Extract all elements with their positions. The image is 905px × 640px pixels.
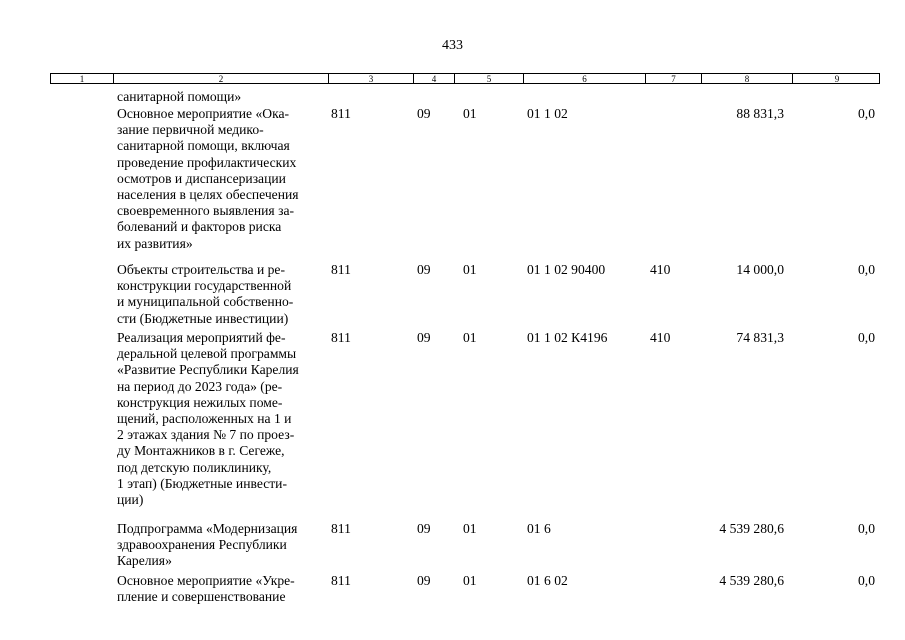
table-header [50,73,880,84]
row-name-line: болеваний и факторов риска [117,219,282,235]
header-col-7: 7 [645,74,701,83]
amount-2: 0,0 [858,262,875,277]
row-name-line: ду Монтажников в г. Сегеже, [117,443,285,459]
row-name-line: проведение профилактических [117,154,297,170]
row-name-line: своевременного выявления за- [117,203,295,219]
row-name-line: Основное мероприятие «Укре- [117,573,295,588]
row-name-line: 1 этап) (Бюджетные инвести- [117,475,287,491]
code-expense-type: 410 [650,262,671,277]
row-name-line: Карелия» [117,553,172,569]
row-name-line: Основное мероприятие «Ока- [117,106,290,121]
row-name [117,573,327,605]
page-number: 433 [442,38,463,53]
code-glav: 811 [331,573,351,588]
row-name-line: конструкция нежилых поме- [117,394,283,410]
amount-2: 0,0 [858,521,875,536]
amount-2: 0,0 [858,106,875,121]
code-podrazdel: 01 [463,262,477,277]
row-name-line: на период до 2023 года» (ре- [117,378,283,394]
code-podrazdel: 01 [463,521,477,536]
amount: 4 539 280,6 [719,521,784,536]
row-name [117,330,327,508]
code-target: 01 1 02 [527,106,568,121]
header-col-4: 4 [413,74,454,83]
code-glav: 811 [331,262,351,277]
amount: 14 000,0 [736,262,784,277]
row-name [117,89,327,105]
code-razdel: 09 [417,521,431,536]
row-name-line: сти (Бюджетные инвестиции) [117,310,289,326]
code-expense-type: 410 [650,330,671,345]
row-name-line: санитарной помощи, включая [117,138,290,154]
code-razdel: 09 [417,262,431,277]
code-razdel: 09 [417,573,431,588]
amount: 4 539 280,6 [719,573,784,588]
code-podrazdel: 01 [463,330,477,345]
header-col-5: 5 [454,74,523,83]
header-col-1: 1 [79,74,85,84]
header-col-9: 9 [792,74,881,83]
row-name-line: осмотров и диспансеризации [117,170,286,186]
row-name-line: деральной целевой программы [117,346,297,362]
row-name [117,262,327,327]
header-col-2: 2 [113,74,328,83]
row-name-line: Реализация мероприятий фе- [117,330,286,345]
row-name-line: Объекты строительства и ре- [117,262,285,277]
amount: 74 831,3 [736,330,784,345]
amount-2: 0,0 [858,573,875,588]
row-name-line: «Развитие Республики Карелия [117,362,299,378]
code-podrazdel: 01 [463,106,477,121]
code-glav: 811 [331,106,351,121]
row-name-line: здравоохранения Республики [117,537,287,553]
code-target: 01 1 02 К4196 [527,330,608,345]
row-name-line: и муниципальной собственно- [117,294,294,310]
row-name-line: населения в целях обеспечения [117,187,299,203]
code-razdel: 09 [417,330,431,345]
row-name-line: щений, расположенных на 1 и [117,411,292,427]
code-glav: 811 [331,521,351,536]
header-col-8: 8 [701,74,792,83]
code-glav: 811 [331,330,351,345]
row-name-line: Подпрограмма «Модернизация [117,521,298,536]
code-razdel: 09 [417,106,431,121]
header-col-3: 3 [328,74,413,83]
row-name [117,106,327,252]
amount: 88 831,3 [736,106,784,121]
code-podrazdel: 01 [463,573,477,588]
row-name-line: пление и совершенствование [117,589,286,605]
row-name-line: санитарной помощи» [117,89,242,104]
header-col-6: 6 [523,74,645,83]
row-name-line: под детскую поликлинику, [117,459,272,475]
row-name-line: конструкции государственной [117,278,292,294]
row-name-line: их развития» [117,235,193,251]
code-target: 01 6 02 [527,573,568,588]
row-name-line: 2 этажах здания № 7 по проез- [117,427,295,443]
code-target: 01 1 02 90400 [527,262,606,277]
amount-2: 0,0 [858,330,875,345]
row-name-line: зание первичной медико- [117,122,264,138]
row-name [117,521,327,570]
row-name-line: ции) [117,492,144,508]
code-target: 01 6 [527,521,551,536]
